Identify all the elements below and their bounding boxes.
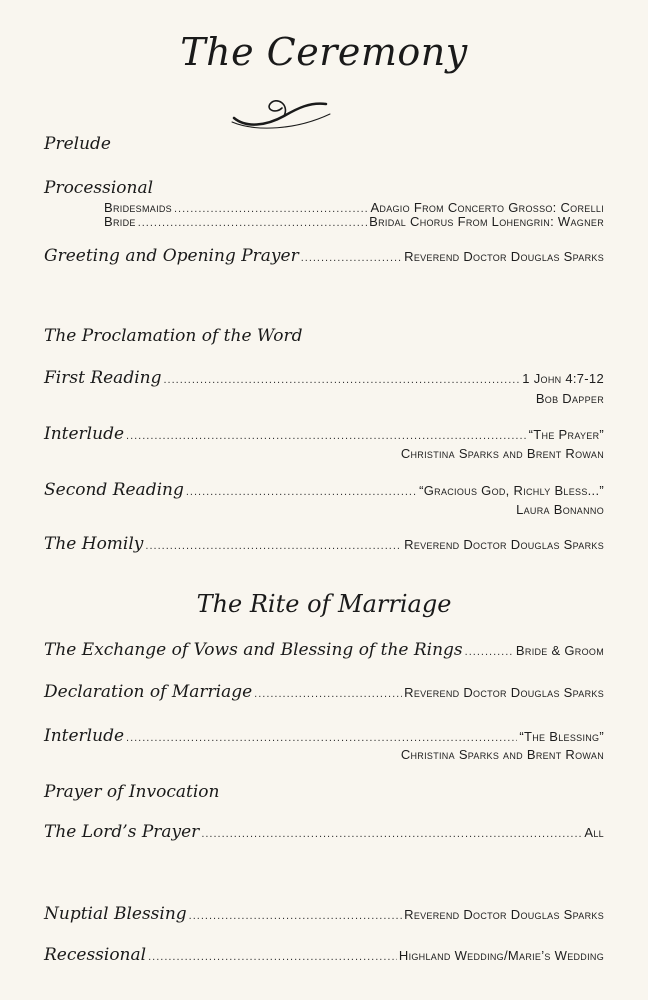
row-value: “The Blessing” bbox=[519, 729, 604, 744]
row-value: 1 John 4:7-12 bbox=[522, 371, 604, 386]
flourish-ornament bbox=[226, 92, 336, 132]
row-value: Bride & Groom bbox=[515, 643, 604, 658]
row-label: Bride bbox=[104, 214, 136, 229]
row-label: First Reading bbox=[44, 368, 162, 388]
dot-leader bbox=[148, 951, 397, 963]
interlude-performers: Christina Sparks and Brent Rowan bbox=[400, 446, 604, 461]
row-label: Recessional bbox=[44, 945, 147, 965]
prelude-heading: Prelude bbox=[44, 134, 111, 154]
row-value: Reverend Doctor Douglas Sparks bbox=[404, 537, 604, 552]
rite-heading: The Rite of Marriage bbox=[196, 590, 452, 618]
dot-leader bbox=[163, 374, 520, 386]
interlude-row bbox=[44, 424, 604, 444]
dot-leader bbox=[145, 540, 402, 552]
proclamation-heading: The Proclamation of the Word bbox=[44, 326, 303, 346]
row-label: The Lord’s Prayer bbox=[44, 822, 200, 842]
row-value: “The Prayer” bbox=[528, 427, 604, 442]
invocation-heading: Prayer of Invocation bbox=[44, 782, 220, 802]
row-label: Nuptial Blessing bbox=[44, 904, 187, 924]
dot-leader bbox=[189, 910, 402, 922]
nuptial-blessing-row bbox=[44, 904, 604, 924]
dot-leader bbox=[254, 688, 402, 700]
row-value: “Gracious God, Richly Bless...” bbox=[419, 483, 604, 498]
processional-bride-row bbox=[104, 214, 604, 229]
row-value: Reverend Doctor Douglas Sparks bbox=[404, 249, 604, 264]
dot-leader bbox=[186, 486, 417, 498]
row-value: All bbox=[584, 825, 604, 840]
row-value: Highland Wedding/Marie’s Wedding bbox=[398, 948, 604, 963]
page-title: The Ceremony bbox=[180, 30, 468, 74]
row-label: Interlude bbox=[44, 424, 125, 444]
row-value: Bridal Chorus From Lohengrin: Wagner bbox=[369, 214, 604, 229]
row-label: Interlude bbox=[44, 726, 125, 746]
lords-prayer-row bbox=[44, 822, 604, 842]
blessing-interlude-row bbox=[44, 726, 604, 746]
processional-bridesmaids-row bbox=[104, 200, 604, 215]
row-label: Bridesmaids bbox=[104, 200, 172, 215]
row-label: The Exchange of Vows and Blessing of the Rings bbox=[44, 640, 463, 660]
second-reading-reader: Laura Bonanno bbox=[516, 502, 604, 517]
first-reading-row bbox=[44, 368, 604, 388]
row-label: Declaration of Marriage bbox=[44, 682, 253, 702]
greeting-row bbox=[44, 246, 604, 266]
dot-leader bbox=[138, 217, 367, 229]
declaration-row bbox=[44, 682, 604, 702]
row-label: Greeting and Opening Prayer bbox=[44, 246, 299, 266]
row-value: Adagio From Concerto Grosso: Corelli bbox=[370, 200, 604, 215]
row-label: Second Reading bbox=[44, 480, 184, 500]
first-reading-reader: Bob Dapper bbox=[535, 391, 604, 406]
recessional-row bbox=[44, 945, 604, 965]
dot-leader bbox=[465, 646, 514, 658]
processional-heading: Processional bbox=[44, 178, 154, 198]
second-reading-row bbox=[44, 480, 604, 500]
homily-row bbox=[44, 534, 604, 554]
row-value: Reverend Doctor Douglas Sparks bbox=[404, 685, 604, 700]
dot-leader bbox=[126, 732, 517, 744]
dot-leader bbox=[126, 430, 527, 442]
blessing-performers: Christina Sparks and Brent Rowan bbox=[400, 747, 604, 762]
dot-leader bbox=[201, 828, 582, 840]
dot-leader bbox=[301, 252, 402, 264]
row-value: Reverend Doctor Douglas Sparks bbox=[404, 907, 604, 922]
row-label: The Homily bbox=[44, 534, 144, 554]
exchange-row bbox=[44, 640, 604, 660]
